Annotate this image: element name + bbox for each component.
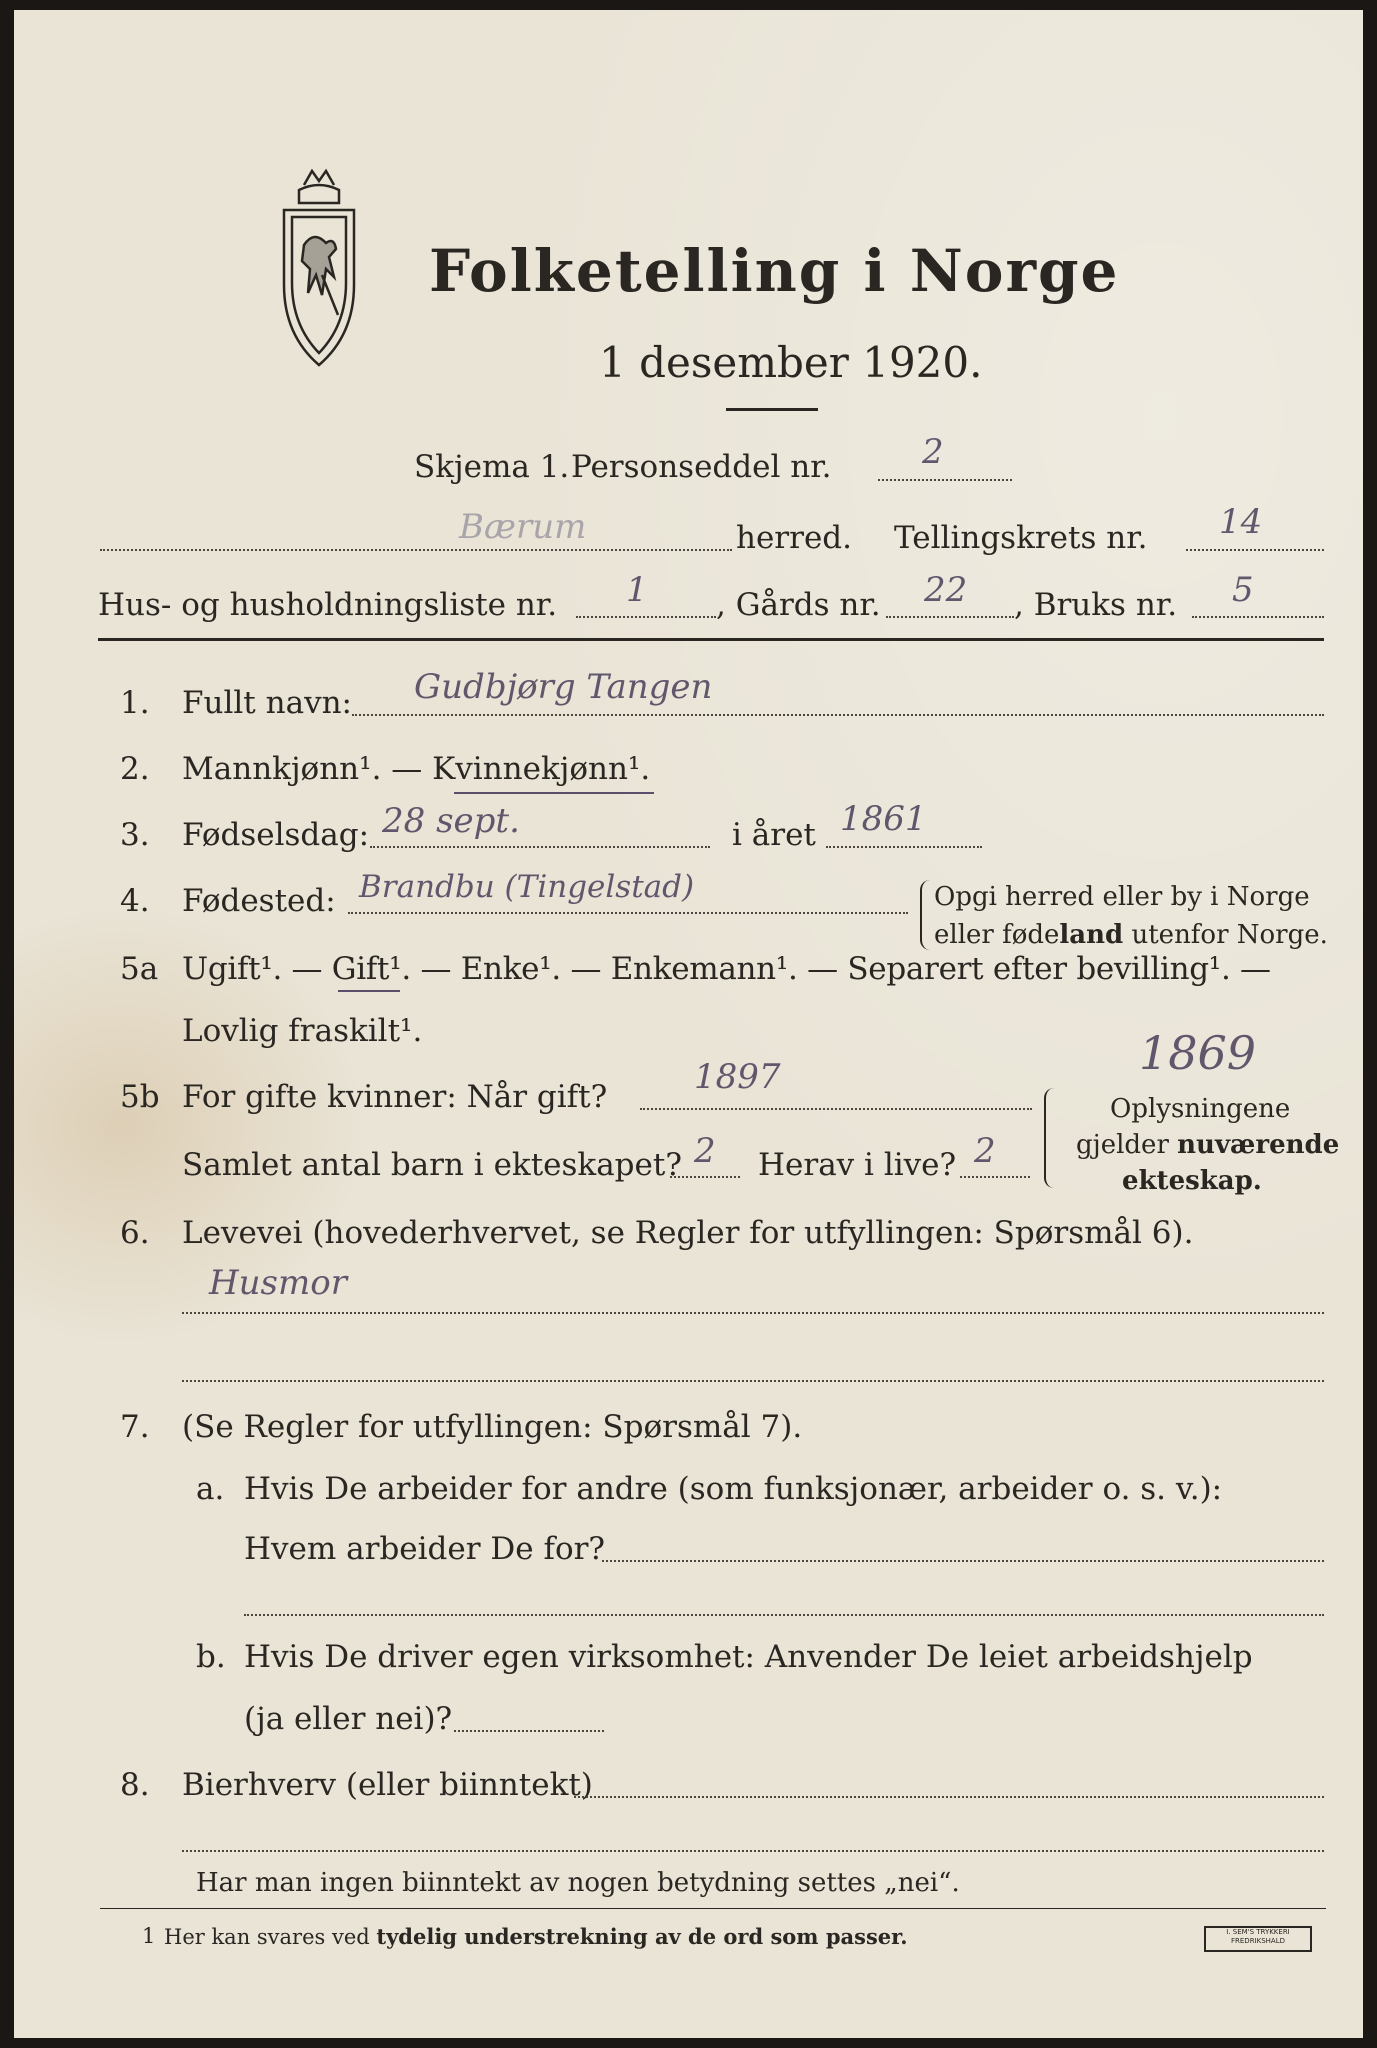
birthday-value: 28 sept. [382, 801, 520, 841]
q4-number: 4. [120, 883, 150, 919]
birth-year-value: 1861 [840, 799, 927, 839]
q7b-letter: b. [196, 1639, 226, 1675]
q7a-label-line2: Hvem arbeider De for? [244, 1531, 606, 1567]
alive-field[interactable] [960, 1176, 1030, 1178]
footnote-text [164, 1926, 908, 1948]
side-income-field-line2[interactable] [182, 1850, 1324, 1852]
q2-label: Mannkjønn¹. — Kvinnekjønn¹. [182, 751, 651, 787]
bruks-label: , Bruks nr. [1014, 587, 1178, 623]
hired-help-field[interactable] [454, 1730, 604, 1732]
title-divider [726, 408, 818, 411]
note-part: eller føde [934, 920, 1060, 950]
personseddel-field[interactable] [878, 479, 1012, 481]
coat-of-arms-icon [264, 165, 374, 375]
hus-value: 1 [626, 570, 648, 610]
birthplace-note-line1: Opgi herred eller by i Norge [934, 882, 1310, 912]
gards-label: , Gårds nr. [716, 587, 881, 623]
q7-number: 7. [120, 1409, 150, 1445]
form-title: Folketelling i Norge [429, 237, 1120, 305]
tellingskrets-value: 14 [1219, 502, 1263, 542]
bruks-field[interactable] [1192, 616, 1324, 618]
kvinnekjonn-underline [454, 792, 654, 794]
children-label: Samlet antal barn i ekteskapet? [182, 1147, 682, 1183]
marriage-note-line3: ekteskap. [1122, 1166, 1262, 1196]
footnote-part: Her kan svares ved [164, 1925, 377, 1949]
bruks-value: 5 [1232, 570, 1254, 610]
q3-number: 3. [120, 817, 150, 853]
q1-number: 1. [120, 685, 150, 721]
header-divider [98, 638, 1324, 641]
occupation-field-line2[interactable] [182, 1380, 1324, 1382]
gift-underline [338, 990, 400, 992]
q5a-label: Ugift¹. — Gift¹. — Enke¹. — Enkemann¹. — Separert efter bevilling¹. — [182, 951, 1271, 987]
skjema-label: Skjema 1. [414, 449, 570, 485]
q8-number: 8. [120, 1767, 150, 1803]
occupation-field[interactable] [182, 1312, 1324, 1314]
alive-value: 2 [974, 1131, 996, 1171]
gards-field[interactable] [886, 616, 1014, 618]
personseddel-value: 2 [922, 432, 944, 472]
year-label: i året [732, 817, 816, 853]
census-date: 1 desember 1920. [599, 338, 983, 387]
birthplace-value: Brandbu (Tingelstad) [359, 869, 695, 905]
marriage-note-brace [1044, 1088, 1056, 1188]
herred-label: herred. [736, 520, 852, 556]
herred-field[interactable] [100, 549, 732, 551]
alive-label: Herav i live? [758, 1147, 957, 1183]
q7-label: (Se Regler for utfyllingen: Spørsmål 7). [182, 1409, 803, 1445]
q5a-label-line2: Lovlig fraskilt¹. [182, 1013, 423, 1049]
employer-field[interactable] [602, 1560, 1324, 1562]
q7b-label-line2: (ja eller nei)? [244, 1701, 453, 1737]
birthplace-field[interactable] [348, 912, 908, 914]
married-year-field[interactable] [640, 1108, 1032, 1110]
hus-field[interactable] [576, 616, 716, 618]
gards-value: 22 [924, 570, 968, 610]
marriage-note-line2 [1076, 1132, 1339, 1158]
birthday-field[interactable] [370, 846, 710, 848]
q6-label: Levevei (hovederhvervet, se Regler for utfyllingen: Spørsmål 6). [182, 1215, 1194, 1251]
full-name-value: Gudbjørg Tangen [414, 667, 713, 707]
children-field[interactable] [670, 1176, 740, 1178]
q5b-number: 5b [120, 1079, 160, 1115]
note-bold-part: nuværende [1177, 1130, 1340, 1160]
note-part: gjelder [1076, 1130, 1178, 1160]
footnote-bold-part: tydelig understrekning av de ord som passer. [376, 1924, 908, 1949]
q7a-letter: a. [196, 1471, 225, 1507]
q5b-label: For gifte kvinner: Når gift? [182, 1079, 608, 1115]
occupation-value: Husmor [209, 1263, 347, 1303]
q3-label: Fødselsdag: [182, 817, 370, 853]
birthplace-note-line2 [934, 922, 1328, 948]
side-income-field[interactable] [574, 1796, 1324, 1798]
note-part: utenfor Norge. [1123, 920, 1328, 950]
footnote-mark: 1 [142, 1924, 156, 1948]
q8-label: Bierhverv (eller biinntekt) [182, 1767, 593, 1803]
herred-value: Bærum [459, 507, 587, 547]
tellingskrets-label: Tellingskrets nr. [894, 520, 1148, 556]
printer-stamp: I. SEM'S TRYKKERI FREDRIKSHALD [1204, 1926, 1312, 1952]
note-bold-part: land [1059, 920, 1124, 950]
tellingskrets-field[interactable] [1186, 549, 1324, 551]
q2-number: 2. [120, 751, 150, 787]
full-name-field[interactable] [352, 714, 1324, 716]
census-form [14, 10, 1363, 2038]
q4-label: Fødested: [182, 883, 336, 919]
birthplace-note-brace [920, 880, 930, 950]
hus-label: Hus- og husholdningsliste nr. [98, 587, 558, 623]
q5a-number: 5a [120, 951, 159, 987]
q7b-label: Hvis De driver egen virksomhet: Anvender De leiet arbeidshjelp [244, 1639, 1253, 1675]
q7a-label: Hvis De arbeider for andre (som funksjonær, arbeider o. s. v.): [244, 1471, 1223, 1507]
children-value: 2 [694, 1131, 716, 1171]
birth-year-field[interactable] [826, 846, 982, 848]
marriage-note-line1: Oplysningene [1110, 1094, 1291, 1124]
q6-number: 6. [120, 1215, 150, 1251]
footnote-divider [100, 1908, 1326, 1909]
q1-label: Fullt navn: [182, 685, 352, 721]
married-year-value: 1897 [694, 1057, 781, 1097]
employer-field-line2[interactable] [244, 1614, 1324, 1616]
marriage-extra-value: 1869 [1139, 1026, 1257, 1080]
personseddel-label: Personseddel nr. [571, 449, 832, 485]
side-income-note: Har man ingen biinntekt av nogen betydning settes „nei“. [196, 1868, 960, 1898]
